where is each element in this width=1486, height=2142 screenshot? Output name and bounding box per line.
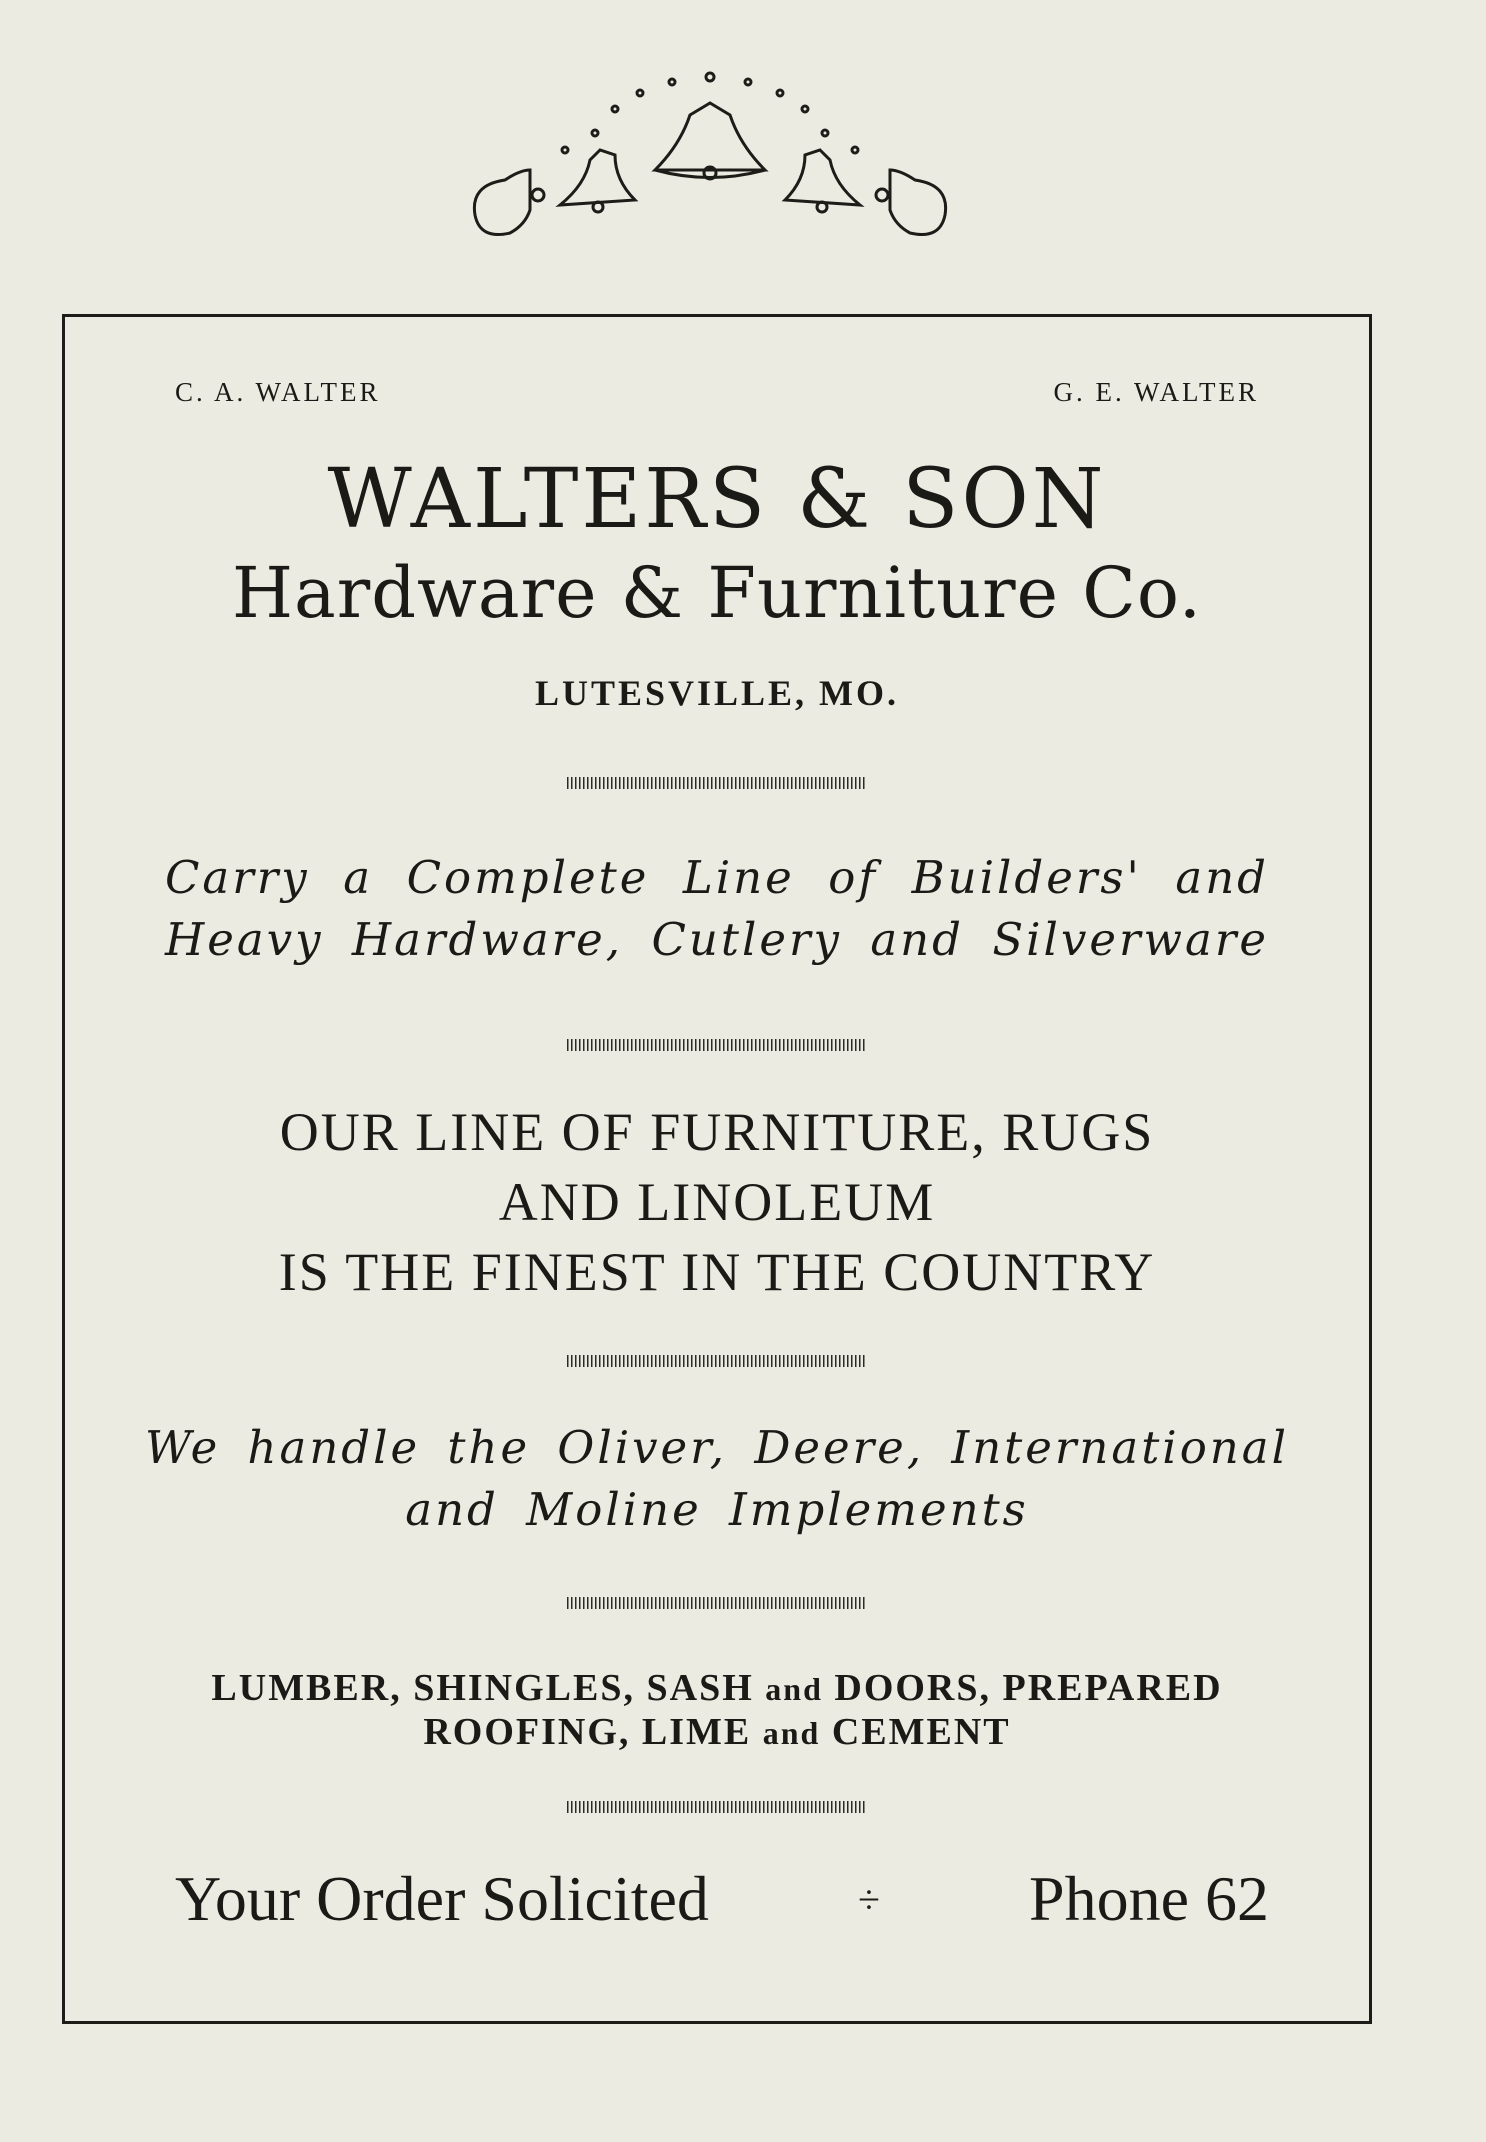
furniture-line-2: AND LINOLEUM	[498, 1172, 936, 1232]
lumber-line-1	[65, 1667, 1369, 1711]
divider-rule	[567, 1039, 867, 1051]
furniture-text	[65, 1097, 1369, 1307]
bells-ornament	[450, 55, 970, 255]
lumber-items-d: CEMENT	[831, 1711, 1011, 1753]
hardware-line-1: Carry a Complete Line of Builders' and	[165, 851, 1269, 904]
firm-subtitle: Hardware & Furniture Co.	[231, 552, 1203, 634]
firm-name: WALTERS & SON	[327, 452, 1107, 547]
lumber-text	[65, 1667, 1369, 1755]
implements-line-1: We handle the Oliver, Deere, International	[144, 1421, 1289, 1474]
proprietors	[175, 377, 1259, 408]
furniture-line-1: OUR LINE OF FURNITURE, RUGS	[279, 1102, 1155, 1162]
divider-rule	[567, 777, 867, 789]
left-proprietor: C. A. WALTER	[175, 377, 381, 407]
lumber-items-c: ROOFING, LIME	[423, 1711, 752, 1753]
divider-rule	[567, 1597, 867, 1609]
firm-location: LUTESVILLE, MO.	[534, 673, 900, 713]
order-solicited: Your Order Solicited	[175, 1863, 709, 1934]
lumber-and: and	[765, 1671, 823, 1707]
divider-rule	[567, 1801, 867, 1813]
furniture-line-3: IS THE FINEST IN THE COUNTRY	[278, 1242, 1156, 1302]
lumber-items-a: LUMBER, SHINGLES, SASH	[211, 1667, 754, 1709]
hardware-text	[65, 847, 1369, 971]
implements-line-2: and Moline Implements	[405, 1483, 1029, 1536]
lumber-line-2	[65, 1711, 1369, 1755]
right-proprietor: G. E. WALTER	[1053, 377, 1259, 407]
lumber-and: and	[762, 1715, 821, 1751]
division-sign-ornament: ÷	[857, 1876, 880, 1922]
ad-border	[62, 314, 1372, 2024]
lumber-items-b: DOORS, PREPARED	[834, 1667, 1223, 1709]
phone-number: Phone 62	[1028, 1863, 1269, 1934]
implements-text	[65, 1417, 1369, 1541]
hardware-line-2: Heavy Hardware, Cutlery and Silverware	[165, 913, 1269, 966]
divider-rule	[567, 1355, 867, 1367]
ad-footer	[175, 1862, 1269, 1936]
